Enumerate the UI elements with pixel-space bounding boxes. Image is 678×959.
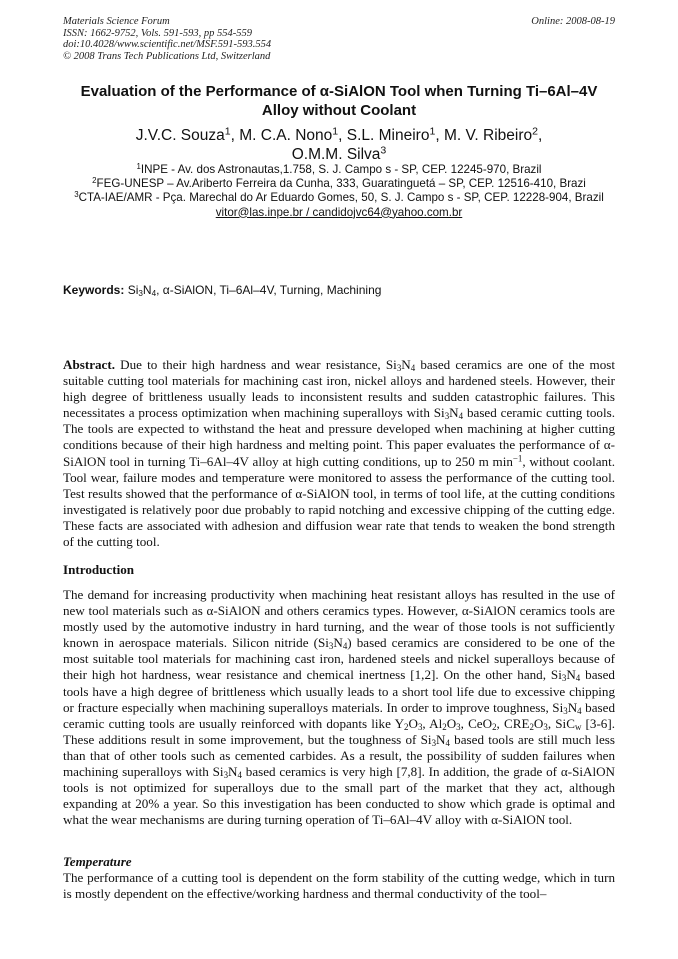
journal-header (63, 16, 615, 62)
abstract-text: based ceramics are one of the most suitable cutting tool materials for machining cast iron, nickel alloys and hardened steels. However, their high degree of brittleness usually leads to inconsistent results and sudden catastrophic failures. This necessitates a process optimization when machining superalloys with Si (63, 357, 615, 421)
chem-sub: 4 (237, 770, 242, 781)
chem-text: N (401, 357, 411, 372)
paper-title: Evaluation of the Performance of α-SiAlON Tool when Turning Ti–6Al–4V Alloy without Coolant (80, 83, 598, 119)
author-list: J.V.C. Souza$^1$, M. C.A. Nono$^1$, S.L. Mineiro$^1$, M. V. Ribeiro$^2$, O.M.M. Silva$^3$ (135, 125, 543, 163)
intro-text: ) based ceramics are considered to be one of the most suitable tool materials for machining cast iron, hardened steels and nickel superalloys because of their high hot hardness, wear resistance and chemical inertness [1,2]. On the other hand, Si (63, 635, 615, 683)
chem-sub: 3 (563, 705, 568, 716)
affil-text: FEG-UNESP – Av.Ariberto Ferreira da Cunha, 333, Guaratinguetá – SP, CEP. 12516-410, Brazi (96, 177, 586, 191)
affil-number: 2 (92, 176, 97, 186)
intro-text: O (533, 715, 544, 731)
chem-text: N (567, 699, 578, 715)
chem-sub: 3 (543, 721, 548, 732)
author-name: J.V.C. Souza (135, 127, 225, 144)
author-affil-mark: 1 (224, 125, 231, 138)
unit-sup: −1 (512, 453, 523, 464)
chem-sub: 3 (417, 721, 423, 732)
chem-sub: 3 (431, 738, 437, 749)
chem-sub: 2 (442, 721, 447, 732)
online-date: Online: 2008-08-19 (531, 16, 615, 27)
intro-text: , CRE (496, 715, 530, 731)
intro-text: based ceramic cutting tools are usually reinforced with dopants like Y (63, 699, 615, 731)
affil-number: 1 (136, 162, 141, 172)
keywords-label: Keywords: (63, 283, 125, 297)
affiliation-1 (60, 163, 618, 177)
chem-sub: 4 (342, 641, 348, 652)
doi-line: doi:10.4028/www.scientific.net/MSF.591-593.554 (63, 39, 272, 51)
author-name: M. C.A. Nono (239, 127, 333, 144)
copyright-line: © 2008 Trans Tech Publications Ltd, Switzerland (63, 50, 271, 62)
affiliations (60, 163, 618, 220)
affil-text: CTA-IAE/AMR - Pça. Marechal do Ar Eduardo Gomes, 50, S. J. Campo s - SP, CEP. 12228-904, Brazil (78, 191, 604, 205)
chem-text: N (566, 667, 576, 683)
affil-text: INPE - Av. dos Astronautas,1.758, S. J. Campo s - SP, CEP. 12245-970, Brazil (140, 163, 542, 176)
chem-sub: 3 (456, 721, 461, 732)
chem-sub: 2 (529, 721, 534, 732)
chem-sub: 4 (575, 673, 581, 684)
chem-sub: 3 (561, 673, 567, 684)
chem-sub: w (574, 721, 582, 732)
kw-chem: N (142, 283, 152, 297)
author-name: S.L. Mineiro (346, 127, 430, 144)
journal-name: Materials Science Forum (63, 16, 170, 27)
chem-sub: 4 (410, 363, 416, 374)
intro-text: O (446, 715, 457, 731)
chem-text: N (436, 731, 446, 747)
abstract-text: , without coolant. Tool wear, failure modes and temperature were monitored to assess the performance of the cutting tool. Test results showed that the performance of α-SiAlON tool, in terms of tool life, at the cutting conditions investigated is relatively poor due probably to rapid notching and excessive chipping of the cutting edge. These facts are associated with adhesion and diffusion wear rate that tends to weaken the bond strength of the cutting tool. (63, 453, 615, 550)
keywords-line (63, 283, 615, 298)
contact-email[interactable]: vitor@las.inpe.br / candidojvc64@yahoo.com.br (215, 205, 463, 219)
intro-text: , SiC (547, 715, 575, 731)
chem-sub: 3 (396, 363, 402, 374)
chem-sub: 4 (577, 705, 582, 716)
intro-text: [3-6]. These additions result in some improvement, but the toughness of Si (63, 715, 615, 747)
affiliation-3 (60, 191, 618, 205)
author-affil-mark: 1 (429, 125, 436, 138)
abstract (63, 357, 615, 550)
chem-sub: 4 (445, 738, 450, 749)
intro-text: , Al (422, 715, 443, 731)
section-heading-introduction: Introduction (63, 562, 135, 577)
chem-sub: 3 (444, 411, 450, 422)
author-affil-mark: 1 (332, 125, 339, 138)
abstract-text: based ceramic cutting tools. The tools are expected to withstand the heat and pressure developed when machining at higher cutting conditions because of their high hardness and melting point. This paper evaluates the performance of α-SiAlON tool in turning Ti–6Al–4V alloy at high cutting conditions, up to 250 m min (63, 405, 615, 469)
chem-sub: 4 (458, 411, 464, 422)
intro-text: based tools are still much less than that of other tools such as cemented carbides. As a result, the possibility of sudden failures when machining superalloys with Si (63, 731, 615, 780)
section-heading-temperature: Temperature (63, 854, 132, 869)
affil-number: 3 (74, 190, 79, 200)
chem-sub: 3 (223, 770, 229, 781)
intro-text: based ceramics is very high [7,8]. In addition, the grade of α-SiAlON tools is not optimized for superalloys due to the small part of the market that they act, although expanding at 20% a year. So this investigation has been conducted to show which grade is optimal and what the wear mechanisms are during turning operation of Ti–6Al–4V alloy with α-SiAlON tool. (63, 764, 615, 828)
intro-text: , CeO (460, 715, 493, 731)
kw-chem: Si (127, 283, 139, 297)
issn-line: ISSN: 1662-9752, Vols. 591-593, pp 554-559 (63, 27, 252, 39)
kw-rest: , α-SiAlON, Ti–6Al–4V, Turning, Machining (156, 283, 382, 297)
intro-text: The demand for increasing productivity when machining heat resistant alloys has resulted in the use of new tool materials such as α-SiAlON and others ceramics types. However, α-SiAlON ceramics tools are mostly used by the automotive industry in hard turning, and the wear of those tools is not sufficiently known in aerospace materials. Silicon nitride (Si (63, 587, 615, 651)
chem-sub: 2 (492, 721, 497, 732)
abstract-text: Due to their high hardness and wear resistance, Si (115, 357, 397, 372)
chem-text: N (333, 635, 343, 651)
chem-text: N (449, 405, 459, 421)
author-affil-mark: 2 (532, 125, 538, 138)
author-affil-mark: 3 (380, 144, 387, 157)
introduction-paragraph (63, 587, 615, 828)
chem-text: N (228, 764, 238, 780)
chem-sub: 2 (404, 721, 409, 732)
temperature-paragraph: The performance of a cutting tool is dependent on the form stability of the cutting wedge, which in turn is mostly dependent on the effective/working hardness and thermal conductivity of the tool– (63, 870, 615, 902)
author-name: O.M.M. Silva (291, 146, 381, 163)
affiliation-2 (60, 177, 618, 191)
abstract-label: Abstract. (63, 357, 115, 372)
intro-text: based tools have a high degree of brittleness which usually leads to a short tool life due to excessive chipping or fracture especially when machining superalloys materials. In order to improve toughness, Si (63, 667, 615, 715)
kw-sub: 4 (151, 289, 157, 299)
chem-sub: 3 (328, 641, 334, 652)
intro-text: O (408, 715, 418, 731)
author-name: M. V. Ribeiro (443, 127, 533, 144)
kw-sub: 3 (138, 289, 143, 299)
